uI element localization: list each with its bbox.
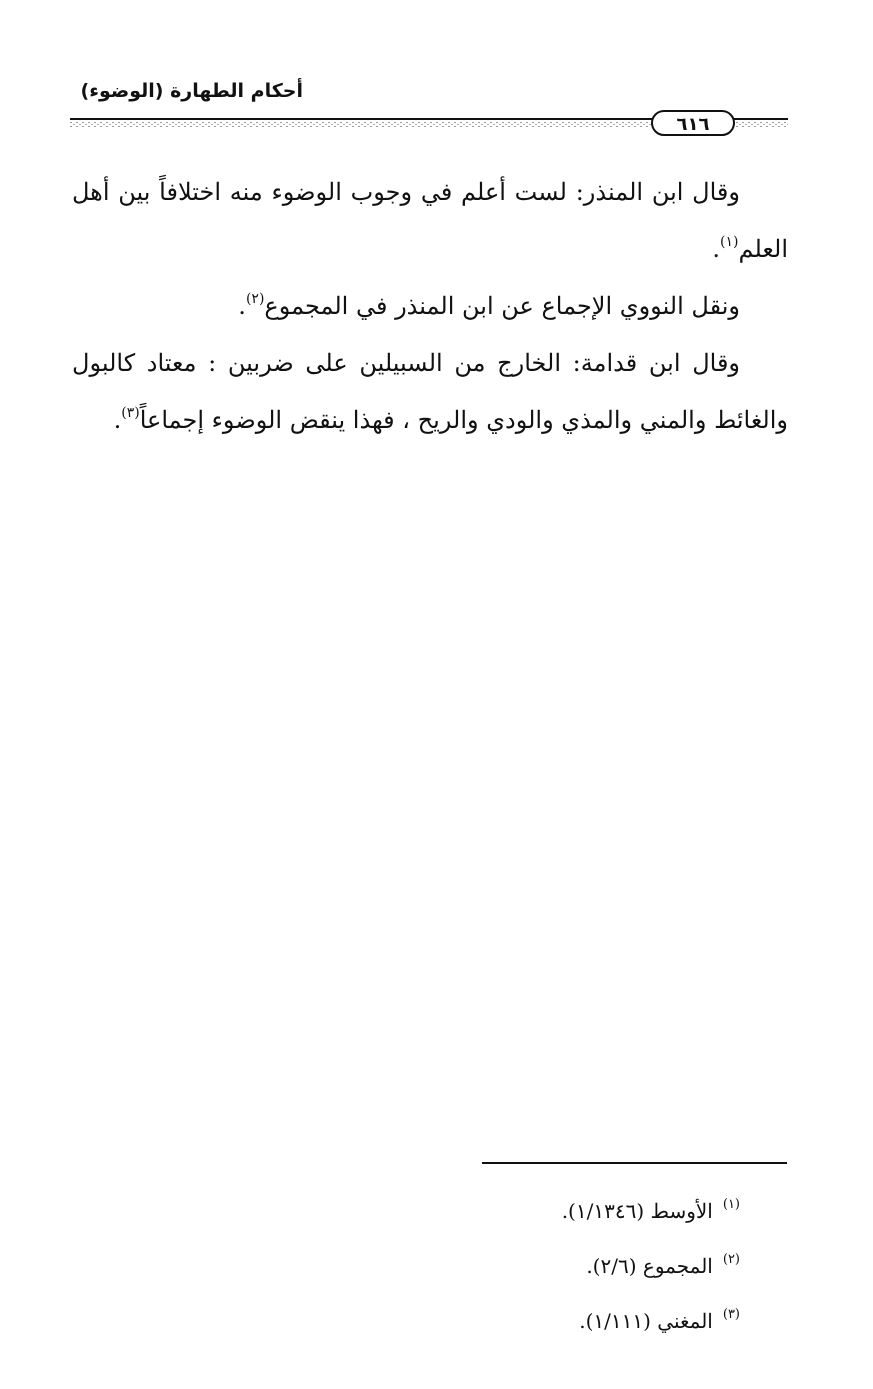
paragraph <box>72 278 788 335</box>
paragraph <box>72 335 788 449</box>
paragraph-end: . <box>238 292 246 320</box>
footnote-number: (٣) <box>722 1307 740 1322</box>
footnote-text: الأوسط (١/١٣٤٦). <box>561 1199 713 1223</box>
paragraph-end: . <box>113 406 122 434</box>
footnote <box>450 1184 740 1239</box>
footnotes <box>450 1184 740 1349</box>
footnote <box>450 1294 740 1349</box>
paragraph-text: ونقل النووي الإجماع عن ابن المنذر في المجموع <box>264 292 740 320</box>
footnote <box>450 1239 740 1294</box>
paragraph-text: وقال ابن المنذر: لست أعلم في وجوب الوضوء منه اختلافاً بين أهل العلم <box>72 178 788 263</box>
main-text <box>72 164 788 449</box>
footnote-separator <box>482 1162 787 1164</box>
footnote-ref: (٣) <box>121 405 140 421</box>
footnote-number: (١) <box>722 1197 740 1212</box>
page-number: ٦١٦ <box>651 110 735 136</box>
running-title: أحكام الطهارة (الوضوء) <box>80 80 303 102</box>
paragraph <box>72 164 788 278</box>
footnote-number: (٢) <box>722 1252 740 1267</box>
footnote-ref: (٢) <box>245 291 265 307</box>
footnote-text: المجموع (٢/٦). <box>586 1254 713 1278</box>
footnote-ref: (١) <box>720 234 739 250</box>
footnote-text: المغني (١/١١١). <box>579 1309 713 1333</box>
paragraph-text: وقال ابن قدامة: الخارج من السبيلين على ضربين : معتاد كالبول والغائط والمني والمذي والودي والريح ، فهذا ينقض الوضوء إجماعاً <box>72 349 788 434</box>
paragraph-end: . <box>712 235 721 263</box>
